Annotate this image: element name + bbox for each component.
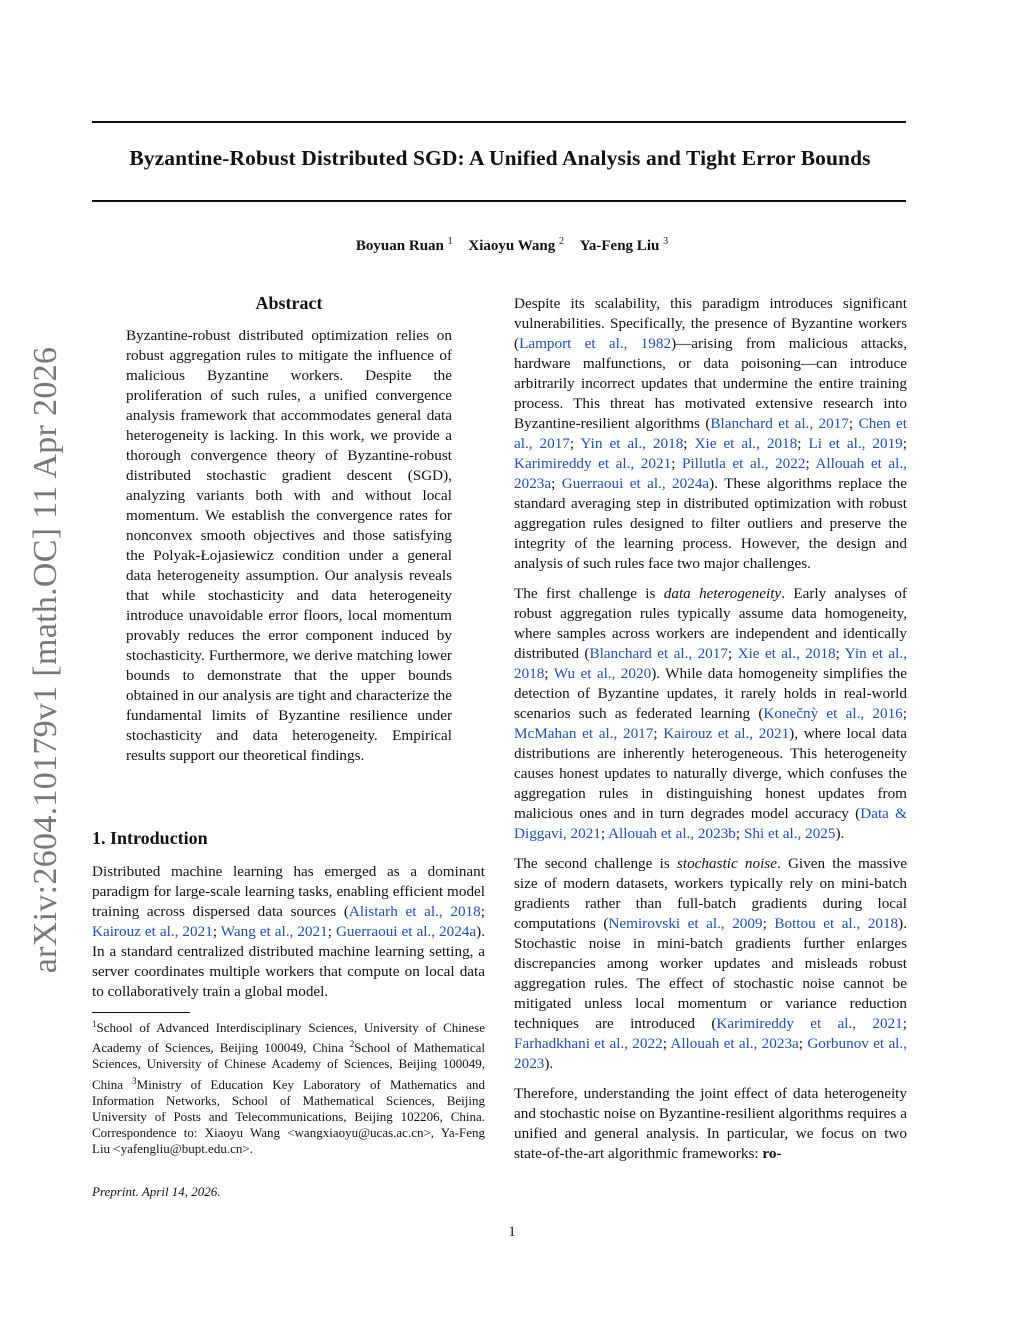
citation-link[interactable]: McMahan et al., 2017 bbox=[514, 725, 654, 742]
citation-link[interactable]: Allouah et al., 2023b bbox=[608, 825, 736, 842]
abstract-heading: Abstract bbox=[255, 293, 323, 313]
citation-link[interactable]: Blanchard et al., 2017 bbox=[710, 415, 849, 432]
section-heading-introduction: 1. Introduction bbox=[92, 828, 208, 848]
citation-link[interactable]: Farhadkhani et al., 2022 bbox=[514, 1035, 663, 1052]
citation-link[interactable]: Pillutla et al., 2022 bbox=[681, 455, 806, 472]
intro-paragraph: Distributed machine learning has emerged as a dominant paradigm for large-scale learning tasks, enabling efficient model training across dispersed data sources (Alistarh et al., 2018; Kairouz et al., 2021; Wang et al., 2021; Guerraoui et al., 2024a). In a standard centralized distributed machine learning setting, a server coordinates multiple workers that compute on local data to collaboratively train a global model. bbox=[92, 863, 485, 1000]
affiliation-footnote: $^1$School of Advanced Interdisciplinary Sciences, University of Chinese Academy of Sciences, Beijing 100049, China $^2$School of Mathematical Sciences, University of Chinese Academy of Sciences, Beijing 100049, China $^3$Ministry of Education Key Laboratory of Mathematics and Information Networks, School of Mathematical Sciences, Beijing University of Posts and Telecommunications, Beijing 102206, China. Correspondence to: Xiaoyu Wang <wangxiaoyu@ucas.ac.cn>, Ya-Feng Liu <yafengliu@bupt.edu.cn>. bbox=[92, 1019, 485, 1157]
author: Ya-Feng Liu $^3$ bbox=[579, 236, 669, 254]
citation-link[interactable]: Xie et al., 2018 bbox=[694, 435, 798, 452]
citation-link[interactable]: Lamport et al., 1982 bbox=[519, 335, 672, 352]
citation-link[interactable]: Karimireddy et al., 2021 bbox=[716, 1015, 903, 1032]
body-paragraph: Despite its scalability, this paradigm introduces significant vulnerabilities. Specifically, the presence of Byzantine workers (Lamport et al., 1982)—arising from malicious attacks, hardware malfunctions, or data poisoning—can introduce arbitrarily incorrect updates that undermine the entire training process. This threat has motivated extensive research into Byzantine-resilient algorithms (Blanchard et al., 2017; Chen et al., 2017; Yin et al., 2018; Xie et al., 2018; Li et al., 2019; Karimireddy et al., 2021; Pillutla et al., 2022; Allouah et al., 2023a; Guerraoui et al., 2024a). These algorithms replace the standard averaging step in distributed optimization with robust aggregation rules designed to filter outliers and preserve the integrity of the learning process. However, the design and analysis of such rules face two major challenges. bbox=[514, 295, 907, 572]
citation-link[interactable]: Shi et al., 2025 bbox=[743, 825, 836, 842]
preprint-note: Preprint. April 14, 2026. bbox=[92, 1184, 221, 1199]
citation-link[interactable]: Kairouz et al., 2021 bbox=[92, 923, 213, 940]
page-number: 1 bbox=[508, 1224, 516, 1240]
arxiv-identifier-stamp: arXiv:2604.10179v1 [math.OC] 11 Apr 2026 bbox=[27, 346, 64, 974]
title-top-rule bbox=[92, 121, 906, 123]
title-bottom-rule bbox=[92, 200, 906, 202]
body-paragraph: Therefore, understanding the joint effect of data heterogeneity and stochastic noise on Byzantine-resilient algorithms requires a unified and general analysis. In particular, we focus on two state-of-the-art algorithmic frameworks: ro- bbox=[514, 1085, 907, 1162]
citation-link[interactable]: Alistarh et al., 2018 bbox=[348, 903, 481, 920]
citation-link[interactable]: Guerraoui et al., 2024a bbox=[561, 475, 710, 492]
body-paragraph: The second challenge is stochastic noise. Given the massive size of modern datasets, workers typically rely on mini-batch gradients rather than full-batch gradients during local computations (Nemirovski et al., 2009; Bottou et al., 2018). Stochastic noise in mini-batch gradients further enlarges discrepancies among worker updates and misleads robust aggregation rules. The effect of stochastic noise cannot be mitigated unless local momentum or variance reduction techniques are introduced (Karimireddy et al., 2021; Farhadkhani et al., 2022; Allouah et al., 2023a; Gorbunov et al., 2023). bbox=[514, 855, 908, 1072]
citation-link[interactable]: Kairouz et al., 2021 bbox=[663, 725, 790, 742]
citation-link[interactable]: Nemirovski et al., 2009 bbox=[608, 915, 763, 932]
citation-link[interactable]: Yin et al., 2018 bbox=[514, 645, 907, 682]
citation-link[interactable]: Guerraoui et al., 2024a bbox=[335, 923, 477, 940]
right-column bbox=[514, 294, 907, 1174]
citation-link[interactable]: Bottou et al., 2018 bbox=[774, 915, 899, 932]
citation-link[interactable]: Karimireddy et al., 2021 bbox=[514, 455, 672, 472]
citation-link[interactable]: Data & Diggavi, 2021 bbox=[514, 805, 907, 842]
citation-link[interactable]: Konečnỳ et al., 2016 bbox=[763, 705, 903, 722]
citation-link[interactable]: Li et al., 2019 bbox=[808, 435, 903, 452]
citation-link[interactable]: Gorbunov et al., 2023 bbox=[514, 1035, 907, 1072]
author-list bbox=[0, 236, 1024, 255]
citation-link[interactable]: Chen et al., 2017 bbox=[514, 415, 907, 452]
paper-title: Byzantine-Robust Distributed SGD: A Unified Analysis and Tight Error Bounds bbox=[129, 146, 871, 170]
citation-link[interactable]: Yin et al., 2018 bbox=[580, 435, 684, 452]
citation-link[interactable]: Wang et al., 2021 bbox=[220, 923, 328, 940]
author: Boyuan Ruan $^1$ bbox=[355, 236, 453, 254]
citation-link[interactable]: Allouah et al., 2023a bbox=[514, 455, 907, 492]
citation-link[interactable]: Blanchard et al., 2017 bbox=[589, 645, 728, 662]
citation-link[interactable]: Allouah et al., 2023a bbox=[670, 1035, 799, 1052]
abstract-text: Byzantine-robust distributed optimization relies on robust aggregation rules to mitigate the influence of malicious Byzantine workers. Despite the proliferation of such rules, a unified convergence analysis framework that accommodates general data heterogeneity is lacking. In this work, we provide a thorough convergence theory of Byzantine-robust distributed stochastic gradient descent (SGD), analyzing variants both with and without local momentum. We establish the convergence rates for nonconvex smooth objectives and those satisfying the Polyak-Łojasiewicz condition under a general data heterogeneity assumption. Our analysis reveals that while stochasticity and data heterogeneity introduce unavoidable error floors, local momentum provably reduces the error component induced by stochasticity. Furthermore, we derive matching lower bounds to demonstrate that the upper bounds obtained in our analysis are tight and characterize the fundamental limits of Byzantine resilience under stochasticity and data heterogeneity. Empirical results support our theoretical findings. bbox=[126, 327, 452, 764]
author: Xiaoyu Wang $^2$ bbox=[468, 236, 564, 254]
citation-link[interactable]: Wu et al., 2020 bbox=[553, 665, 652, 682]
body-paragraph: The first challenge is data heterogeneity. Early analyses of robust aggregation rules typically assume data homogeneity, where samples across workers are independent and identically distributed (Blanchard et al., 2017; Xie et al., 2018; Yin et al., 2018; Wu et al., 2020). While data homogeneity simplifies the detection of Byzantine updates, it rarely holds in real-world scenarios such as federated learning (Konečnỳ et al., 2016; McMahan et al., 2017; Kairouz et al., 2021), where local data distributions are inherently heterogeneous. This heterogeneity causes honest updates to naturally diverge, which confuses the aggregation rules in distinguishing honest updates from malicious ones and in turn degrades model accuracy (Data & Diggavi, 2021; Allouah et al., 2023b; Shi et al., 2025). bbox=[514, 585, 907, 842]
footnote-separator bbox=[92, 1012, 190, 1013]
citation-link[interactable]: Xie et al., 2018 bbox=[737, 645, 836, 662]
